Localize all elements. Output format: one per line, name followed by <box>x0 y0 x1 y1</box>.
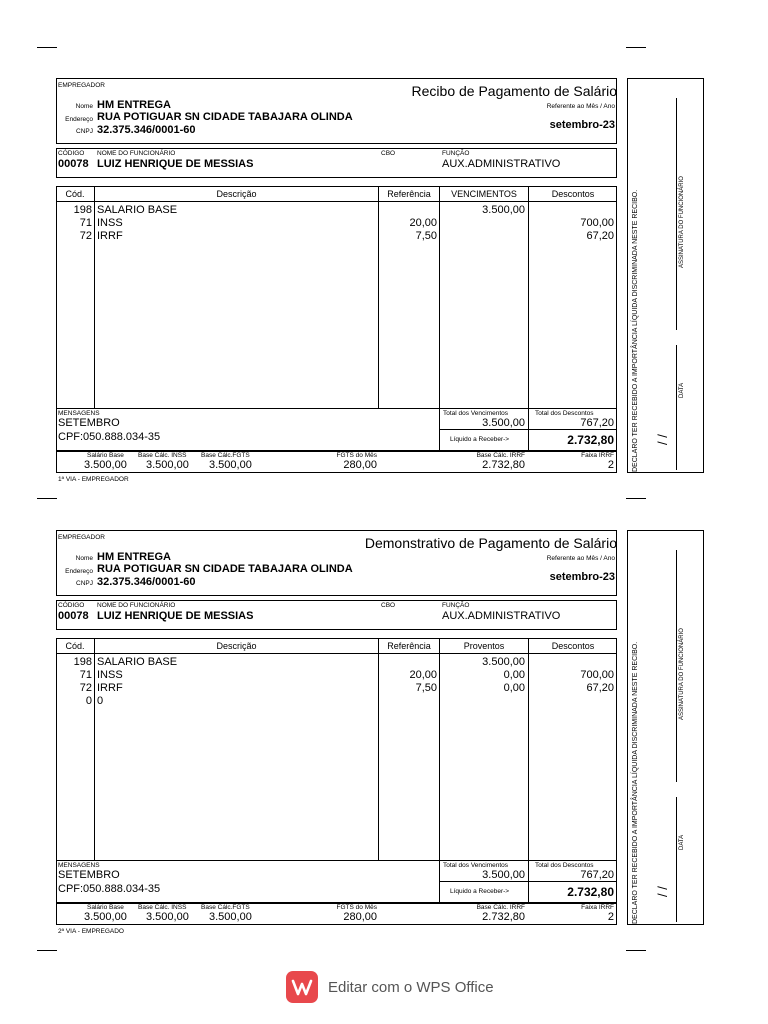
col-header-deductions: Descontos <box>551 189 595 199</box>
role-label: FUNÇÃO <box>442 150 470 157</box>
irrf-range: 2 <box>607 911 614 923</box>
row-earnings: 0,00 <box>503 682 525 694</box>
employee-code: 00078 <box>58 610 89 622</box>
inss-base: 3.500,00 <box>146 911 189 923</box>
irrf-range-label: Faixa IRRF <box>581 904 614 911</box>
row-reference: 7,50 <box>415 230 437 242</box>
total-earnings: 3.500,00 <box>482 869 525 881</box>
row-reference: 7,50 <box>415 682 437 694</box>
total-deductions: 767,20 <box>580 869 614 881</box>
net-pay: 2.732,80 <box>567 433 614 447</box>
cbo-label: CBO <box>381 602 396 609</box>
base-salary: 3.500,00 <box>84 459 127 471</box>
row-deductions: 67,20 <box>586 682 614 694</box>
fgts-base: 3.500,00 <box>209 459 252 471</box>
row-description: INSS <box>97 669 123 681</box>
table-header-divider <box>56 201 617 202</box>
irrf-range: 2 <box>607 459 614 471</box>
col-header-reference: Referência <box>387 641 431 651</box>
row-earnings: 3.500,00 <box>482 656 525 668</box>
inss-base: 3.500,00 <box>146 459 189 471</box>
base-salary: 3.500,00 <box>84 911 127 923</box>
company-address: RUA POTIGUAR SN CIDADE TABAJARA OLINDA <box>97 111 353 123</box>
reference-label: Referente ao Mês / Ano <box>546 103 615 110</box>
row-description: IRRF <box>97 230 123 242</box>
employee-name-label: NOME DO FUNCIONÁRIO <box>97 150 176 157</box>
col-header-code: Cód. <box>65 189 85 199</box>
base-salary-label: Salário Base <box>87 904 124 911</box>
copy-via: 1ª VIA - EMPREGADOR <box>58 476 129 483</box>
payslip-employee-copy <box>0 452 768 952</box>
messages-divider <box>56 408 617 409</box>
base-salary-label: Salário Base <box>87 452 124 459</box>
reference-label: Referente ao Mês / Ano <box>546 555 615 562</box>
name-label: Nome <box>75 555 93 562</box>
row-deductions: 67,20 <box>586 230 614 242</box>
message-line: SETEMBRO <box>58 869 120 881</box>
employer-label: EMPREGADOR <box>58 82 105 89</box>
wps-footer[interactable] <box>0 970 768 1006</box>
signature-line <box>676 550 677 782</box>
company-name: HM ENTREGA <box>97 99 171 111</box>
total-earnings: 3.500,00 <box>482 417 525 429</box>
company-name: HM ENTREGA <box>97 551 171 563</box>
declaration-text: DECLARO TER RECEBIDO A IMPORTÂNCIA LÍQUIDA DISCRIMINADA NESTE RECIBO. <box>632 641 639 924</box>
employee-name: LUIZ HENRIQUE DE MESSIAS <box>97 610 254 622</box>
employee-name-label: NOME DO FUNCIONÁRIO <box>97 602 176 609</box>
date-label: DATA <box>679 834 685 850</box>
address-label: Endereço <box>65 116 93 123</box>
net-pay-label: Líquido a Receber-> <box>450 888 510 895</box>
row-code: 71 <box>79 669 92 681</box>
irrf-base: 2.732,80 <box>482 459 525 471</box>
totals-divider <box>439 881 617 882</box>
col-divider <box>439 186 440 451</box>
message-line: CPF:050.888.034-35 <box>58 431 161 443</box>
row-description: 0 <box>97 695 104 707</box>
cnpj-label: CNPJ <box>76 580 93 587</box>
fgts-base-label: Base Cálc.FGTS <box>201 904 250 911</box>
reference-month: setembro-23 <box>549 119 615 131</box>
employer-label: EMPREGADOR <box>58 534 105 541</box>
row-reference: 20,00 <box>409 217 437 229</box>
irrf-range-label: Faixa IRRF <box>581 452 614 459</box>
cbo-label: CBO <box>381 150 396 157</box>
code-label: CÓDIGO <box>58 150 85 157</box>
table-header-divider <box>56 653 617 654</box>
fgts-base: 3.500,00 <box>209 911 252 923</box>
row-earnings: 3.500,00 <box>482 204 525 216</box>
irrf-base: 2.732,80 <box>482 911 525 923</box>
code-label: CÓDIGO <box>58 602 85 609</box>
copy-via: 2ª VIA - EMPREGADO <box>58 928 124 935</box>
col-header-description: Descrição <box>216 189 257 199</box>
payslip-employer-copy <box>0 0 768 500</box>
fgts-month: 280,00 <box>343 911 377 923</box>
total-deductions-label: Total dos Descontos <box>535 410 594 417</box>
role-label: FUNÇÃO <box>442 602 470 609</box>
message-line: CPF:050.888.034-35 <box>58 883 161 895</box>
declaration-text: DECLARO TER RECEBIDO A IMPORTÂNCIA LÍQUIDA DISCRIMINADA NESTE RECIBO. <box>632 189 639 472</box>
totals-divider <box>439 429 617 430</box>
irrf-base-label: Base Cálc. IRRF <box>476 904 525 911</box>
row-deductions: 700,00 <box>580 217 614 229</box>
row-deductions: 700,00 <box>580 669 614 681</box>
col-divider <box>94 186 95 408</box>
row-code: 0 <box>85 695 92 707</box>
employee-role: AUX.ADMINISTRATIVO <box>442 158 561 170</box>
payslip <box>0 0 768 483</box>
inss-base-label: Base Cálc. INSS <box>138 452 187 459</box>
date-slashes: / / <box>655 886 670 897</box>
row-description: INSS <box>97 217 123 229</box>
company-address: RUA POTIGUAR SN CIDADE TABAJARA OLINDA <box>97 563 353 575</box>
row-description: SALARIO BASE <box>97 656 178 668</box>
messages-divider <box>56 860 617 861</box>
fgts-month-label: FGTS do Mês <box>336 452 377 459</box>
company-cnpj: 32.375.346/0001-60 <box>97 124 196 136</box>
row-earnings: 0,00 <box>503 669 525 681</box>
messages-label: MENSAGENS <box>58 862 100 869</box>
row-description: SALARIO BASE <box>97 204 178 216</box>
date-line <box>676 797 677 922</box>
name-label: Nome <box>75 103 93 110</box>
wps-office-icon[interactable] <box>286 971 318 1003</box>
row-reference: 20,00 <box>409 669 437 681</box>
employee-code: 00078 <box>58 158 89 170</box>
messages-label: MENSAGENS <box>58 410 100 417</box>
total-deductions-label: Total dos Descontos <box>535 862 594 869</box>
total-deductions: 767,20 <box>580 417 614 429</box>
net-pay-label: Líquido a Receber-> <box>450 436 510 443</box>
row-code: 72 <box>79 230 92 242</box>
reference-month: setembro-23 <box>549 571 615 583</box>
signature-label: ASSINATURA DO FUNCIONÁRIO <box>679 628 685 720</box>
signature-label: ASSINATURA DO FUNCIONÁRIO <box>679 176 685 268</box>
col-header-earnings: Proventos <box>463 641 505 651</box>
row-code: 72 <box>79 682 92 694</box>
col-header-earnings: VENCIMENTOS <box>451 189 517 199</box>
row-description: IRRF <box>97 682 123 694</box>
inss-base-label: Base Cálc. INSS <box>138 904 187 911</box>
col-header-code: Cód. <box>65 641 85 651</box>
document-title: Recibo de Pagamento de Salário <box>411 83 617 99</box>
fgts-month: 280,00 <box>343 459 377 471</box>
date-slashes: / / <box>655 434 670 445</box>
employee-role: AUX.ADMINISTRATIVO <box>442 610 561 622</box>
total-earnings-label: Total dos Vencimentos <box>443 862 509 869</box>
document-title: Demonstrativo de Pagamento de Salário <box>364 535 617 551</box>
cnpj-label: CNPJ <box>76 128 93 135</box>
col-divider <box>94 638 95 860</box>
payslip <box>0 452 768 935</box>
signature-line <box>676 98 677 330</box>
col-header-deductions: Descontos <box>551 641 595 651</box>
irrf-base-label: Base Cálc. IRRF <box>476 452 525 459</box>
net-pay: 2.732,80 <box>567 885 614 899</box>
row-code: 71 <box>79 217 92 229</box>
col-header-description: Descrição <box>216 641 257 651</box>
row-code: 198 <box>73 204 92 216</box>
employee-name: LUIZ HENRIQUE DE MESSIAS <box>97 158 254 170</box>
fgts-base-label: Base Cálc.FGTS <box>201 452 250 459</box>
company-cnpj: 32.375.346/0001-60 <box>97 576 196 588</box>
row-code: 198 <box>73 656 92 668</box>
wps-edit-link[interactable]: Editar com o WPS Office <box>328 979 494 996</box>
fgts-month-label: FGTS do Mês <box>336 904 377 911</box>
total-earnings-label: Total dos Vencimentos <box>443 410 509 417</box>
address-label: Endereço <box>65 568 93 575</box>
col-header-reference: Referência <box>387 189 431 199</box>
date-label: DATA <box>679 382 685 398</box>
message-line: SETEMBRO <box>58 417 120 429</box>
